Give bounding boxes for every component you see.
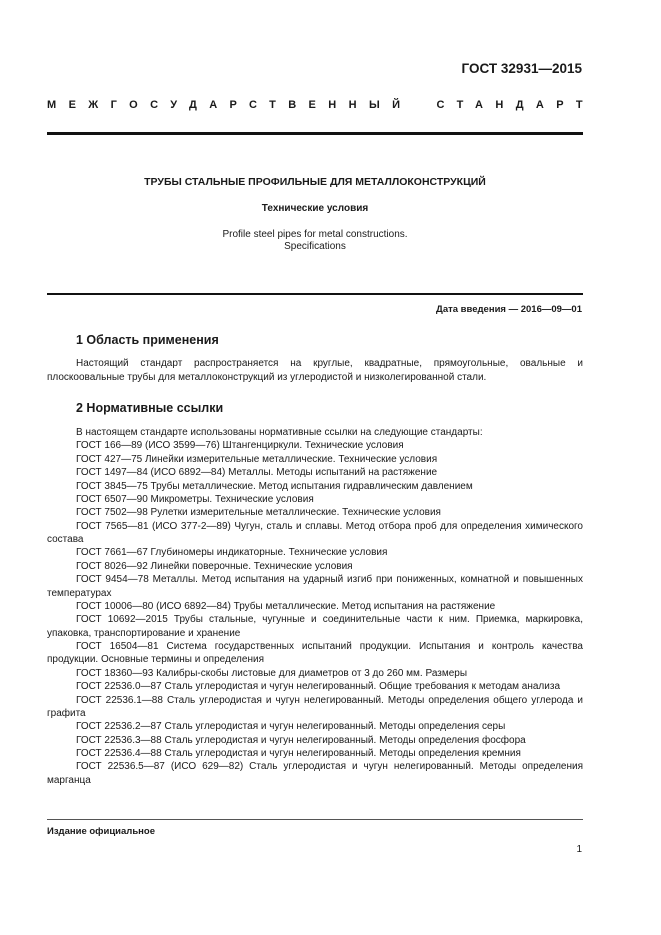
section1-heading: 1 Область применения [76,333,219,347]
reference-item: ГОСТ 7502—98 Рулетки измерительные металлические. Технические условия [76,507,441,519]
standard-code: ГОСТ 32931—2015 [461,61,582,76]
reference-item: ГОСТ 10692—2015 Трубы стальные, чугунные и соединительные части к ним. Приемка, маркировка, упаковка, транспортирование и хранение [47,614,583,639]
section2-heading: 2 Нормативные ссылки [76,401,224,415]
reference-item: ГОСТ 3845—75 Трубы металлические. Метод испытания гидравлическим давлением [76,480,473,492]
section1-text [47,357,583,384]
introduction-date: Дата введения — 2016—09—01 [436,304,582,315]
reference-item: ГОСТ 7661—67 Глубиномеры индикаторные. Технические условия [76,547,388,559]
reference-item: ГОСТ 7565—81 (ИСО 377-2—89) Чугун, сталь и сплавы. Метод отбора проб для определения химического состава [47,520,583,545]
reference-item: ГОСТ 22536.2—87 Сталь углеродистая и чугун нелегированный. Методы определения серы [76,721,506,733]
reference-item: ГОСТ 427—75 Линейки измерительные металлические. Технические условия [76,453,438,465]
title-divider [47,293,583,295]
reference-item: ГОСТ 22536.4—88 Сталь углеродистая и чугун нелегированный. Методы определения кремния [76,748,521,759]
reference-item: ГОСТ 16504—81 Система государственных испытаний продукции. Испытания и контроль качества продукции. Основные термины и определения [47,641,583,666]
banner-word-interstate: МЕЖГОСУДАРСТВЕННЫЙ [47,99,413,111]
reference-item: ГОСТ 166—89 (ИСО 3599—76) Штангенциркули. Технические условия [76,440,404,452]
reference-item: ГОСТ 9454—78 Металлы. Метод испытания на ударный изгиб при пониженных, комнатной и повышенных температурах [47,574,583,599]
interstate-standard-banner [47,99,595,111]
reference-item: ГОСТ 22536.5—87 (ИСО 629—82) Сталь углеродистая и чугун нелегированный. Методы определения марганца [47,761,583,786]
reference-item: ГОСТ 18360—93 Калибры-скобы листовые для диаметров от 3 до 260 мм. Размеры [76,667,468,679]
reference-item: В настоящем стандарте использованы нормативные ссылки на следующие стандарты: [76,427,483,438]
english-title-line2: Specifications [284,241,346,252]
document-subtitle: Технические условия [261,203,369,214]
page-number: 1 [576,844,582,855]
document-title: ТРУБЫ СТАЛЬНЫЕ ПРОФИЛЬНЫЕ ДЛЯ МЕТАЛЛОКОНСТРУКЦИЙ [144,176,486,188]
reference-item: ГОСТ 6507—90 Микрометры. Технические условия [76,493,314,505]
reference-item: ГОСТ 10006—80 (ИСО 6892—84) Трубы металлические. Метод испытания на растяжение [76,600,496,612]
reference-item: ГОСТ 22536.1—88 Сталь углеродистая и чугун нелегированный. Методы определения общего углерода и графита [47,694,583,719]
normative-references-list [47,426,583,787]
english-title [47,229,583,253]
reference-item: ГОСТ 22536.0—87 Сталь углеродистая и чугун нелегированный. Общие требования к методам анализа [76,681,560,693]
footer-divider [47,819,583,820]
section1-paragraph: Настоящий стандарт распространяется на круглые, квадратные, прямоугольные, овальные и плоскоовальные трубы для металлоконструкций из углеродистой и низколегированной стали. [47,358,583,383]
banner-word-standard: СТАНДАРТ [436,99,595,111]
reference-item: ГОСТ 22536.3—88 Сталь углеродистая и чугун нелегированный. Методы определения фосфора [76,734,526,746]
english-title-line1: Profile steel pipes for metal constructions. [222,229,408,240]
reference-item: ГОСТ 8026—92 Линейки поверочные. Технические условия [76,560,353,572]
reference-item: ГОСТ 1497—84 (ИСО 6892—84) Металлы. Методы испытаний на растяжение [76,467,438,479]
header-divider [47,132,583,135]
official-edition-label: Издание официальное [47,826,155,837]
